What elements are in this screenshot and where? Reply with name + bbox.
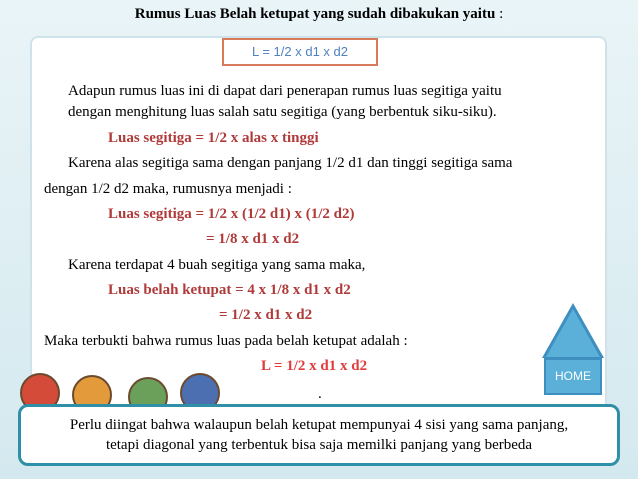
formula-belah-ketupat: Luas belah ketupat = 4 x 1/8 x d1 x d2 [108, 282, 351, 298]
final-formula: L = 1/2 x d1 x d2 [261, 358, 368, 374]
formula-segitiga: Luas segitiga = 1/2 x alas x tinggi [108, 130, 319, 146]
home-button-label: HOME [544, 358, 602, 395]
slide-title-text: Rumus Luas Belah ketupat yang sudah dibakukan yaitu [134, 6, 496, 22]
content-line-5: dengan 1/2 d2 maka, rumusnya menjadi : [44, 181, 292, 197]
formula-segitiga-substituted: Luas segitiga = 1/2 x (1/2 d1) x (1/2 d2) [108, 206, 355, 222]
formula-segitiga-result: = 1/8 x d1 x d2 [206, 231, 300, 247]
content-line-11: Maka terbukti bahwa rumus luas pada belah ketupat adalah : [44, 333, 408, 349]
home-roof-inner [546, 309, 600, 357]
note-line-1: Perlu diingat bahwa walaupun belah ketupat mempunyai 4 sisi yang sama panjang, [69, 417, 569, 433]
note-line-2: tetapi diagonal yang terbentuk bisa saja memilki panjang yang berbeda [105, 437, 533, 453]
slide-title-suffix: : [495, 6, 504, 22]
content-line-4: Karena alas segitiga sama dengan panjang 1/2 d1 dan tinggi segitiga sama [68, 155, 513, 171]
formula-box: L = 1/2 x d1 x d2 [222, 38, 378, 66]
content-line-1: Adapun rumus luas ini di dapat dari penerapan rumus luas segitiga yaitu [68, 83, 502, 99]
note-box [18, 404, 620, 466]
content-line-8: Karena terdapat 4 buah segitiga yang sama maka, [68, 257, 366, 273]
content-line-2: dengan menghitung luas salah satu segitiga (yang berbentuk siku-siku). [68, 104, 497, 120]
decorative-dot: . [318, 386, 322, 402]
slide-title [0, 6, 638, 23]
home-button[interactable] [542, 303, 604, 395]
formula-belah-ketupat-result: = 1/2 x d1 x d2 [219, 307, 313, 323]
